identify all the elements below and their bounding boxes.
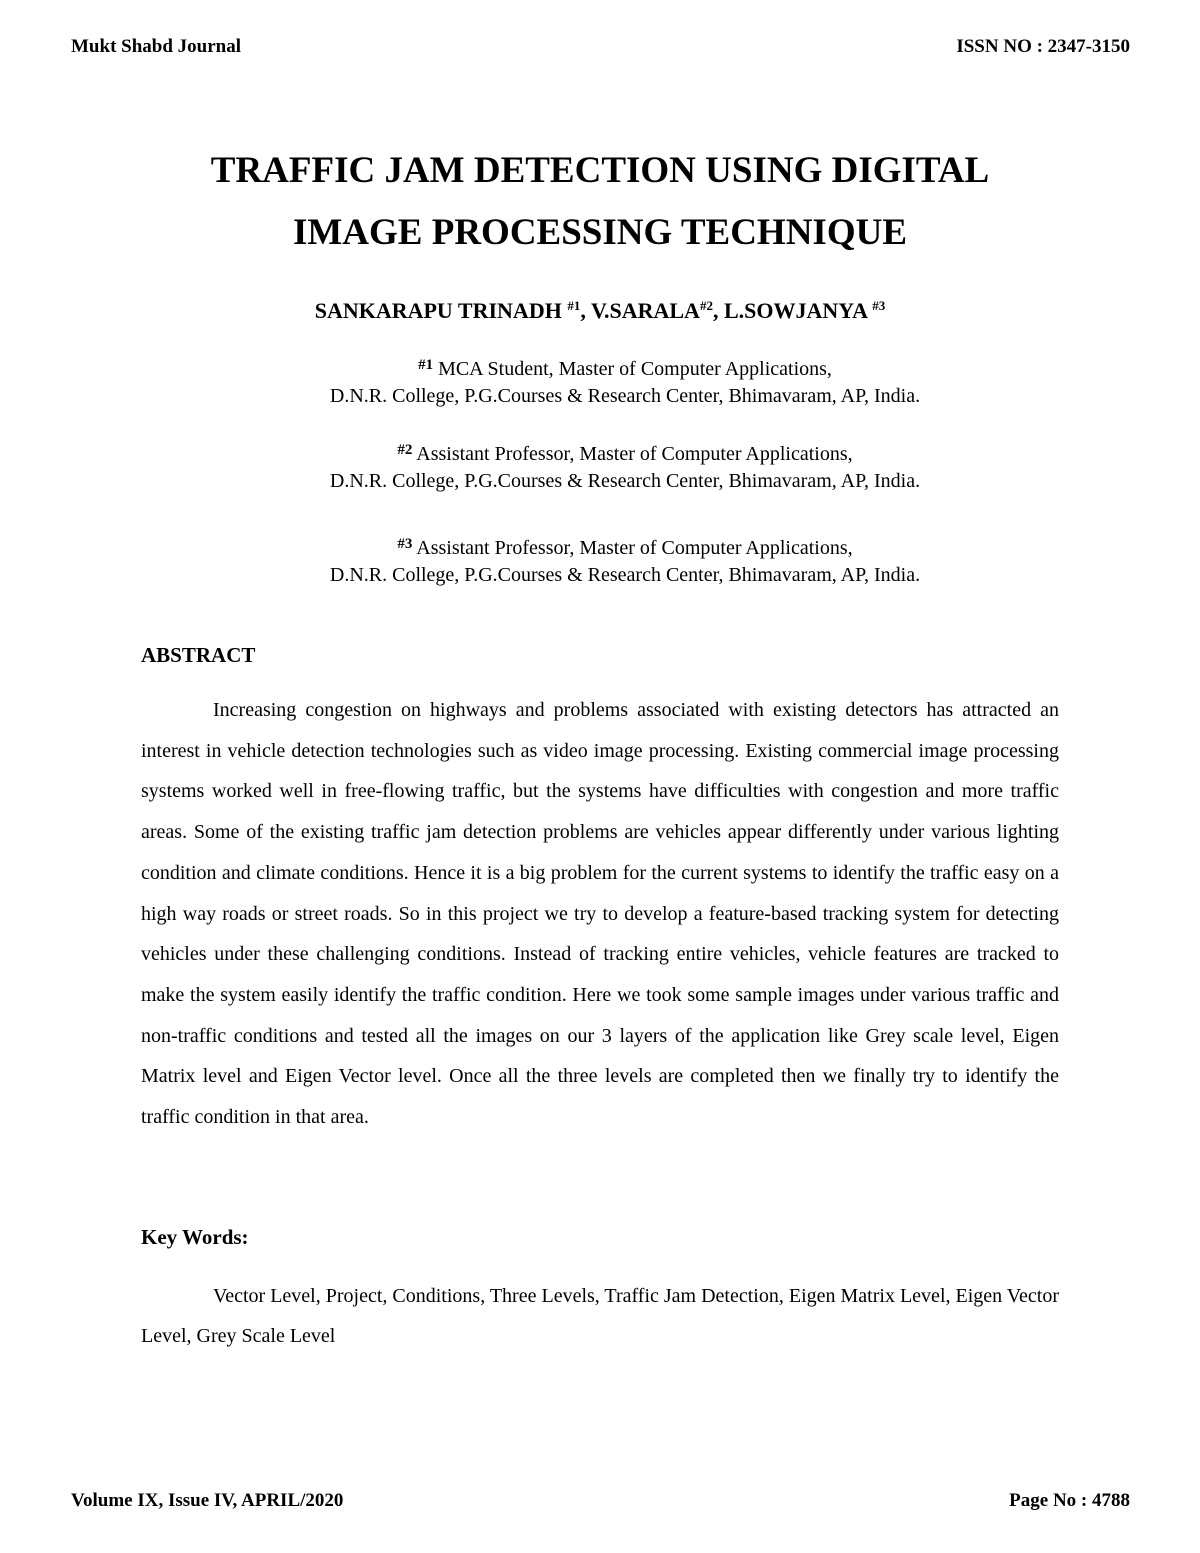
affiliation-role: Assistant Professor, Master of Computer Applications,: [412, 443, 853, 465]
issn-number: ISSN NO : 2347-3150: [956, 36, 1130, 57]
author-name: L.SOWJANYA: [723, 298, 873, 323]
affiliation-institution: D.N.R. College, P.G.Courses & Research Center, Bhimavaram, AP, India.: [329, 470, 921, 492]
affiliation-mark: #3: [397, 536, 413, 552]
affiliation-mark: #2: [397, 442, 413, 458]
volume-issue: Volume IX, Issue IV, APRIL/2020: [71, 1490, 344, 1511]
author-mark: #2: [699, 298, 713, 313]
affiliation-mark: #1: [418, 357, 434, 373]
affiliation-institution: D.N.R. College, P.G.Courses & Research Center, Bhimavaram, AP, India.: [329, 564, 921, 586]
keywords-text: Vector Level, Project, Conditions, Three Levels, Traffic Jam Detection, Eigen Matrix Level, Eigen Vector Level, Grey Scale Level: [141, 1285, 1059, 1347]
affiliation-1: [0, 352, 1200, 410]
author-separator: ,: [580, 298, 591, 323]
affiliation-role: Assistant Professor, Master of Computer Applications,: [412, 537, 853, 559]
author-name: SANKARAPU TRINADH: [314, 298, 568, 323]
abstract-text: Increasing congestion on highways and problems associated with existing detectors has attracted an interest in vehicle detection technologies such as video image processing. Existing commercial image processing systems worked well in free-flowing traffic, but the systems have difficulties with congestion and more traffic areas. Some of the existing traffic jam detection problems are vehicles appear differently under various lighting condition and climate conditions. Hence it is a big problem for the current systems to identify the traffic easy on a high way roads or street roads. So in this project we try to develop a feature-based tracking system for detecting vehicles under these challenging conditions. Instead of tracking entire vehicles, vehicle features are tracked to make the system easily identify the traffic condition. Here we took some sample images under various traffic and non-traffic conditions and tested all the images on our 3 layers of the application like Grey scale level, Eigen Matrix level and Eigen Vector level. Once all the three levels are completed then we finally try to identify the traffic condition in that area.: [141, 699, 1059, 1129]
affiliation-2: [0, 437, 1200, 495]
keywords-heading: Key Words:: [141, 1225, 249, 1249]
author-separator: ,: [712, 298, 724, 323]
affiliation-role: MCA Student, Master of Computer Applications,: [433, 358, 832, 380]
title-line-1: TRAFFIC JAM DETECTION USING DIGITAL: [210, 150, 990, 191]
journal-name: Mukt Shabd Journal: [71, 36, 242, 57]
author-list: [0, 298, 1200, 324]
affiliation-institution: D.N.R. College, P.G.Courses & Research Center, Bhimavaram, AP, India.: [329, 385, 921, 407]
author-name: V.SARALA: [590, 298, 700, 323]
author-mark: #3: [872, 298, 886, 313]
title-line-2: IMAGE PROCESSING TECHNIQUE: [292, 212, 908, 253]
author-mark: #1: [567, 298, 581, 313]
page-number: Page No : 4788: [1009, 1490, 1130, 1511]
abstract-heading: ABSTRACT: [141, 643, 256, 667]
affiliation-3: [0, 531, 1200, 589]
paper-title: [0, 140, 1200, 264]
